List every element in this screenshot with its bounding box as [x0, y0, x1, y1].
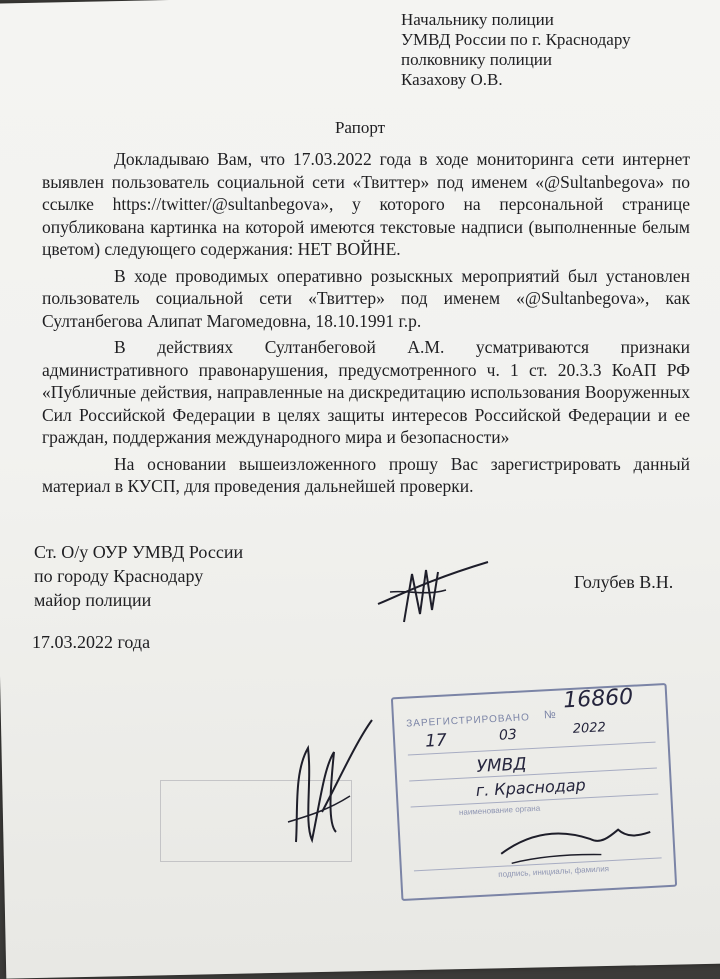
recipient-block — [401, 10, 631, 90]
signer-line: майор полиции — [34, 590, 152, 610]
stamp-handwriting: УМВД — [476, 754, 528, 777]
stamp-label: ЗАРЕГИСТРИРОВАНО — [405, 712, 531, 730]
stamp-handwriting: г. Краснодар — [475, 775, 587, 801]
paragraph: В действиях Султанбеговой А.М. усматриваются признаки административного правонарушения, предусмотренного ч. 1 ст. 20.3.3 КоАП РФ «Публичные действия, направленные на дискредитацию использования Вооруженных Сил Российской Федерации в целях защиты интересов Российской Федерации и ее граждан, поддержания международного мира и безопасности» — [42, 337, 690, 447]
report-body — [42, 148, 690, 498]
paragraph: В ходе проводимых оперативно розыскных мероприятий был установлен пользователь социальной сети «Твиттер» под именем «@Sultanbegova», как Султанбегова Алипат Магомедовна, 18.10.1991 г.р. — [42, 265, 690, 331]
stamp-month: 03 — [498, 726, 518, 744]
signer-block — [34, 540, 243, 612]
stamp-year: 2022 — [572, 720, 607, 737]
stamp-number-label: № — [543, 708, 557, 722]
stamp-day: 17 — [424, 730, 448, 752]
signature-image — [268, 712, 378, 862]
report-date: 17.03.2022 года — [32, 632, 151, 652]
signer-name: Голубев В.Н. — [574, 572, 674, 592]
recipient-line: Начальнику полиции — [401, 10, 554, 29]
signature-image — [368, 552, 508, 632]
paragraph: На основании вышеизложенного прошу Вас зарегистрировать данный материал в КУСП, для проведения дальнейшей проверки. — [42, 453, 690, 496]
registration-stamp — [391, 683, 677, 901]
recipient-line: Казахову О.В. — [401, 70, 503, 89]
paragraph: Докладываю Вам, что 17.03.2022 года в ходе мониторинга сети интернет выявлен пользователь социальной сети «Твиттер» под именем «@Sultanbegova» по ссылке https://twitter/@sultanbegova», у которого на персональной странице опубликована картинка на которой имеются текстовые надписи (выполненные белым цветом) следующего содержания: НЕТ ВОЙНЕ. — [42, 149, 690, 259]
document-title: Рапорт — [334, 118, 386, 137]
signer-line: Ст. О/у ОУР УМВД России — [34, 542, 244, 562]
stamp-number: 16860 — [562, 684, 634, 714]
signer-line: по городу Краснодару — [34, 566, 204, 586]
recipient-line: УМВД России по г. Краснодару — [401, 30, 631, 49]
stamp-caption: наименование органа — [458, 803, 541, 817]
stamp-caption: подпись, инициалы, фамилия — [498, 864, 610, 879]
recipient-line: полковнику полиции — [401, 50, 552, 69]
stamp-signature-image — [489, 805, 662, 874]
